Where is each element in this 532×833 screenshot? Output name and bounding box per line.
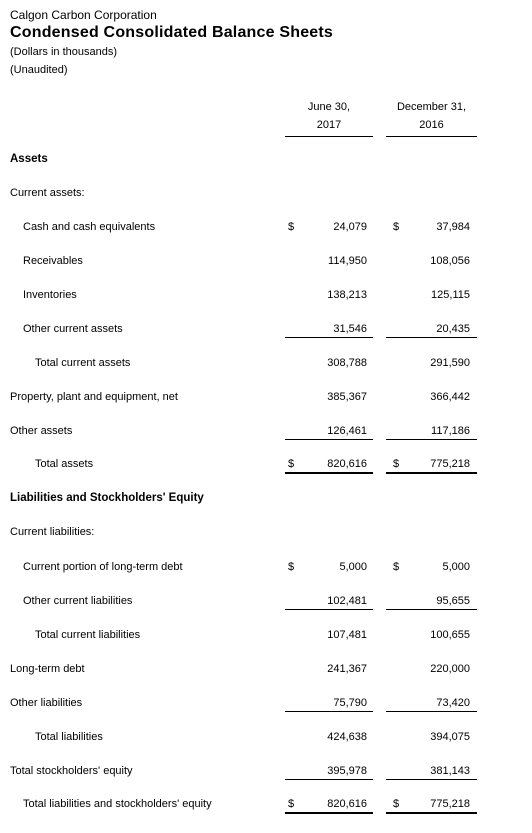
table-row — [0, 320, 532, 338]
section-heading-liabilities — [0, 489, 532, 507]
table-row — [0, 252, 532, 270]
subsection-heading-current-liabilities — [0, 523, 532, 541]
underline-rule — [285, 337, 373, 338]
value-2017: 31,546 — [333, 323, 367, 335]
subtotal-row — [0, 626, 532, 644]
table-row — [0, 762, 532, 780]
double-underline-rule — [285, 812, 373, 814]
section-heading-assets — [0, 150, 532, 168]
dollar-sign: $ — [288, 798, 295, 810]
table-row — [0, 286, 532, 304]
column-header-december-2016 — [386, 98, 477, 137]
row-label: Other liabilities — [10, 697, 83, 709]
value-2016: 291,590 — [430, 357, 470, 369]
row-label: Total current assets — [35, 357, 131, 369]
row-label: Total liabilities — [35, 731, 103, 743]
value-2017: 820,616 — [327, 798, 367, 810]
underline-rule — [386, 337, 477, 338]
value-2017: 820,616 — [327, 458, 367, 470]
underline-rule — [285, 439, 373, 440]
value-2017: 102,481 — [327, 595, 367, 607]
column-header-line2: 2016 — [386, 116, 477, 137]
value-2016: 5,000 — [442, 561, 470, 573]
dollar-sign: $ — [393, 561, 400, 573]
dollar-sign: $ — [393, 798, 400, 810]
double-underline-rule — [386, 812, 477, 814]
dollar-sign: $ — [288, 458, 295, 470]
dollar-sign: $ — [393, 221, 400, 233]
row-label: Cash and cash equivalents — [23, 221, 156, 233]
value-2016: 220,000 — [430, 663, 470, 675]
value-2017: 424,638 — [327, 731, 367, 743]
audit-note: (Unaudited) — [10, 64, 68, 76]
value-2016: 117,186 — [431, 425, 470, 437]
row-label: Total liabilities and stockholders' equity — [23, 798, 212, 810]
total-row — [0, 795, 532, 813]
value-2017: 24,079 — [333, 221, 367, 233]
column-header-line1: June 30, — [307, 101, 351, 113]
underline-rule — [285, 609, 373, 610]
table-row — [0, 422, 532, 440]
value-2016: 108,056 — [430, 255, 470, 267]
underline-rule — [386, 711, 477, 712]
table-row — [0, 694, 532, 712]
value-2016: 73,420 — [436, 697, 470, 709]
table-row — [0, 388, 532, 406]
value-2016: 125,115 — [431, 289, 470, 301]
table-row — [0, 660, 532, 678]
dollar-sign: $ — [393, 458, 400, 470]
column-header-june-2017 — [285, 98, 373, 137]
value-2017: 308,788 — [327, 357, 367, 369]
row-label: Total stockholders' equity — [10, 765, 133, 777]
value-2016: 20,435 — [436, 323, 470, 335]
total-row — [0, 455, 532, 473]
row-label: Long-term debt — [10, 663, 85, 675]
value-2016: 95,655 — [436, 595, 470, 607]
row-label: Current portion of long-term debt — [23, 561, 183, 573]
subtotal-row — [0, 354, 532, 372]
value-2016: 366,442 — [430, 391, 470, 403]
value-2017: 75,790 — [333, 697, 367, 709]
underline-rule — [386, 779, 477, 780]
dollar-sign: $ — [288, 221, 295, 233]
row-label: Assets — [10, 153, 48, 165]
value-2016: 775,218 — [430, 798, 470, 810]
value-2016: 394,075 — [430, 731, 470, 743]
row-label: Receivables — [23, 255, 83, 267]
report-header — [10, 7, 510, 79]
double-underline-rule — [285, 472, 373, 474]
row-label: Liabilities and Stockholders' Equity — [10, 492, 204, 504]
value-2016: 381,143 — [430, 765, 470, 777]
underline-rule — [285, 711, 373, 712]
row-label: Inventories — [23, 289, 77, 301]
value-2016: 37,984 — [436, 221, 470, 233]
subsection-heading-current-assets — [0, 184, 532, 202]
value-2017: 385,367 — [327, 391, 367, 403]
table-row — [0, 558, 532, 576]
row-label: Current assets: — [10, 187, 85, 199]
double-underline-rule — [386, 472, 477, 474]
row-label: Total current liabilities — [35, 629, 141, 641]
underline-rule — [386, 439, 477, 440]
column-header-line1: December 31, — [396, 101, 467, 113]
table-row — [0, 592, 532, 610]
row-label: Total assets — [35, 458, 94, 470]
value-2017: 126,461 — [327, 425, 367, 437]
row-label: Other current liabilities — [23, 595, 133, 607]
company-name: Calgon Carbon Corporation — [10, 8, 157, 22]
value-2017: 5,000 — [339, 561, 367, 573]
dollar-sign: $ — [288, 561, 295, 573]
page-title: Condensed Consolidated Balance Sheets — [10, 24, 334, 41]
row-label: Current liabilities: — [10, 526, 95, 538]
column-header-line2: 2017 — [285, 116, 373, 137]
row-label: Property, plant and equipment, net — [10, 391, 178, 403]
table-row — [0, 218, 532, 236]
value-2017: 395,978 — [327, 765, 367, 777]
value-2017: 107,481 — [327, 629, 367, 641]
underline-rule — [285, 779, 373, 780]
value-2017: 114,950 — [328, 255, 367, 267]
units-note: (Dollars in thousands) — [10, 46, 117, 58]
row-label: Other assets — [10, 425, 73, 437]
underline-rule — [386, 609, 477, 610]
value-2017: 138,213 — [327, 289, 367, 301]
value-2017: 241,367 — [327, 663, 367, 675]
subtotal-row — [0, 728, 532, 746]
row-label: Other current assets — [23, 323, 123, 335]
value-2016: 775,218 — [430, 458, 470, 470]
value-2016: 100,655 — [430, 629, 470, 641]
